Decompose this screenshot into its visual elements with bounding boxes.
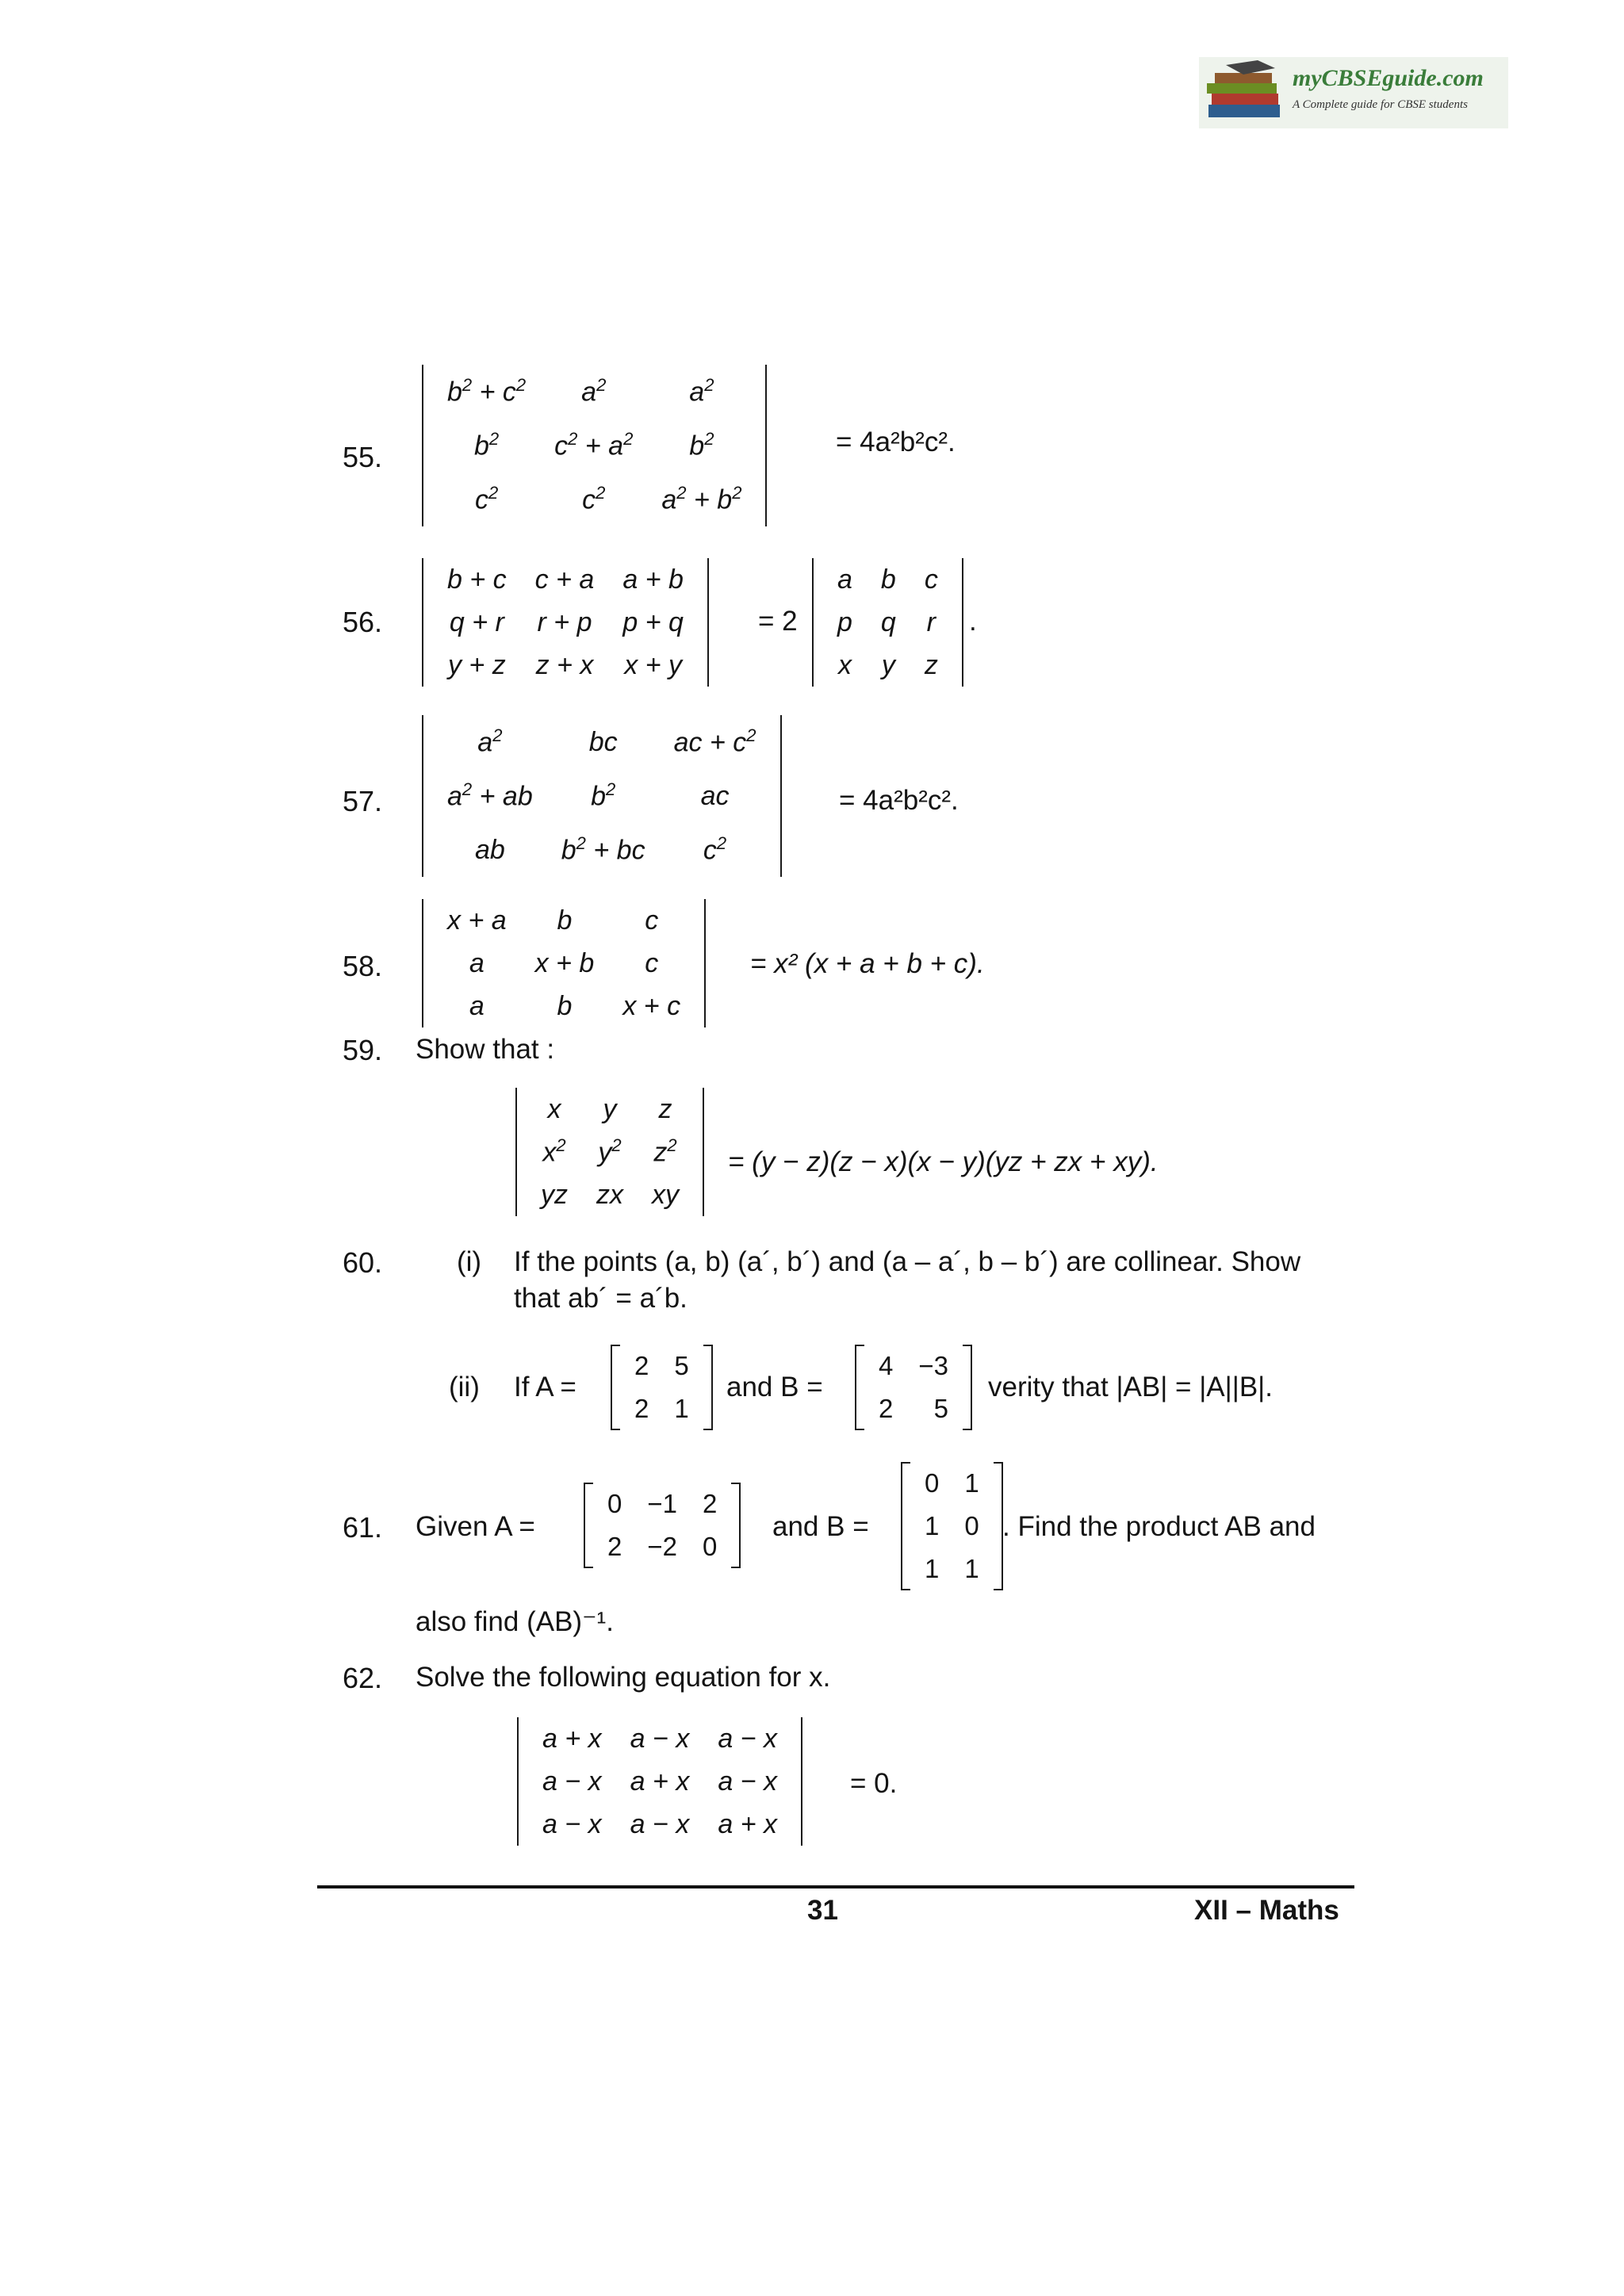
logo — [1199, 57, 1508, 128]
q62-determinant: a + x a − x a − x a − x a + x a − x a − x a − x a + x — [517, 1717, 802, 1846]
q56-determinant-left: b + c c + a a + b q + r r + p p + q y + z z + x x + y — [422, 558, 709, 687]
q60-i-label: (i) — [457, 1246, 482, 1277]
q55-rhs: = 4a²b²c². — [836, 427, 956, 457]
q60-number: 60. — [343, 1246, 383, 1279]
footer-rule — [317, 1885, 1354, 1888]
q60-ii-if: If A = — [514, 1372, 576, 1402]
q56-period: . — [969, 606, 977, 637]
q61-matrix-b: 0 1 1 0 1 1 — [901, 1462, 1003, 1590]
logo-tagline: A Complete guide for CBSE students — [1293, 98, 1468, 111]
q57-determinant: $a^2$ bc ac + $c^2$ $a^2$ + ab $b^2$ ac ab $b^2$ + bc $c^2$ — [422, 715, 782, 877]
q59-rhs: = (y − z)(z − x)(x − y)(yz + zx + xy). — [728, 1146, 1159, 1177]
books-logo-icon — [1202, 57, 1289, 128]
q61-number: 61. — [343, 1511, 383, 1544]
q56-equals-two: = 2 — [758, 606, 798, 637]
q57-rhs: = 4a²b²c². — [839, 785, 959, 816]
q56-determinant-right: a b c p q r x y z — [812, 558, 963, 687]
q61-matrix-a: 0 −1 2 2 −2 0 — [584, 1483, 741, 1568]
q59-text: Show that : — [416, 1034, 555, 1065]
q61-and: and B = — [772, 1511, 869, 1542]
q58-number: 58. — [343, 950, 383, 982]
q58-rhs: = x² (x + a + b + c). — [750, 948, 985, 979]
q60-i-line1: If the points (a, b) (a´, b´) and (a – a´, b – b´) are collinear. Show — [514, 1246, 1301, 1277]
q62-number: 62. — [343, 1662, 383, 1694]
q60-ii-label: (ii) — [449, 1372, 480, 1402]
q59-number: 59. — [343, 1034, 383, 1066]
footer-subject: XII – Maths — [1194, 1895, 1339, 1926]
q58-determinant: x + a b c a x + b c a b x + c — [422, 899, 706, 1027]
q62-text: Solve the following equation for x. — [416, 1662, 831, 1693]
q59-determinant: x y z $x^2$ $y^2$ $z^2$ yz zx xy — [515, 1088, 704, 1216]
logo-brand: myCBSEguide.com — [1293, 65, 1484, 91]
q57-number: 57. — [343, 785, 383, 817]
q60-i-line2: that ab´ = a´b. — [514, 1283, 688, 1314]
q62-rhs: = 0. — [850, 1768, 898, 1799]
q61-given: Given A = — [416, 1511, 535, 1542]
q60-ii-rest: verity that |AB| = |A||B|. — [988, 1372, 1273, 1402]
q61-line2: also find (AB)⁻¹. — [416, 1606, 614, 1637]
q56-number: 56. — [343, 606, 383, 638]
q60-ii-and: and B = — [726, 1372, 823, 1402]
q60-matrix-a: 2 5 2 1 — [611, 1345, 713, 1430]
q55-number: 55. — [343, 441, 383, 473]
q60-matrix-b: 4 −3 2 5 — [855, 1345, 972, 1430]
q61-rest: . Find the product AB and — [1002, 1511, 1316, 1542]
q55-determinant: $b^2 + c^2$ $a^2$ $a^2$ $b^2$ $c^2 + a^2$ $b^2$ $c^2$ $c^2$ $a^2 + b^2$ — [422, 365, 767, 526]
page-number: 31 — [807, 1895, 838, 1926]
